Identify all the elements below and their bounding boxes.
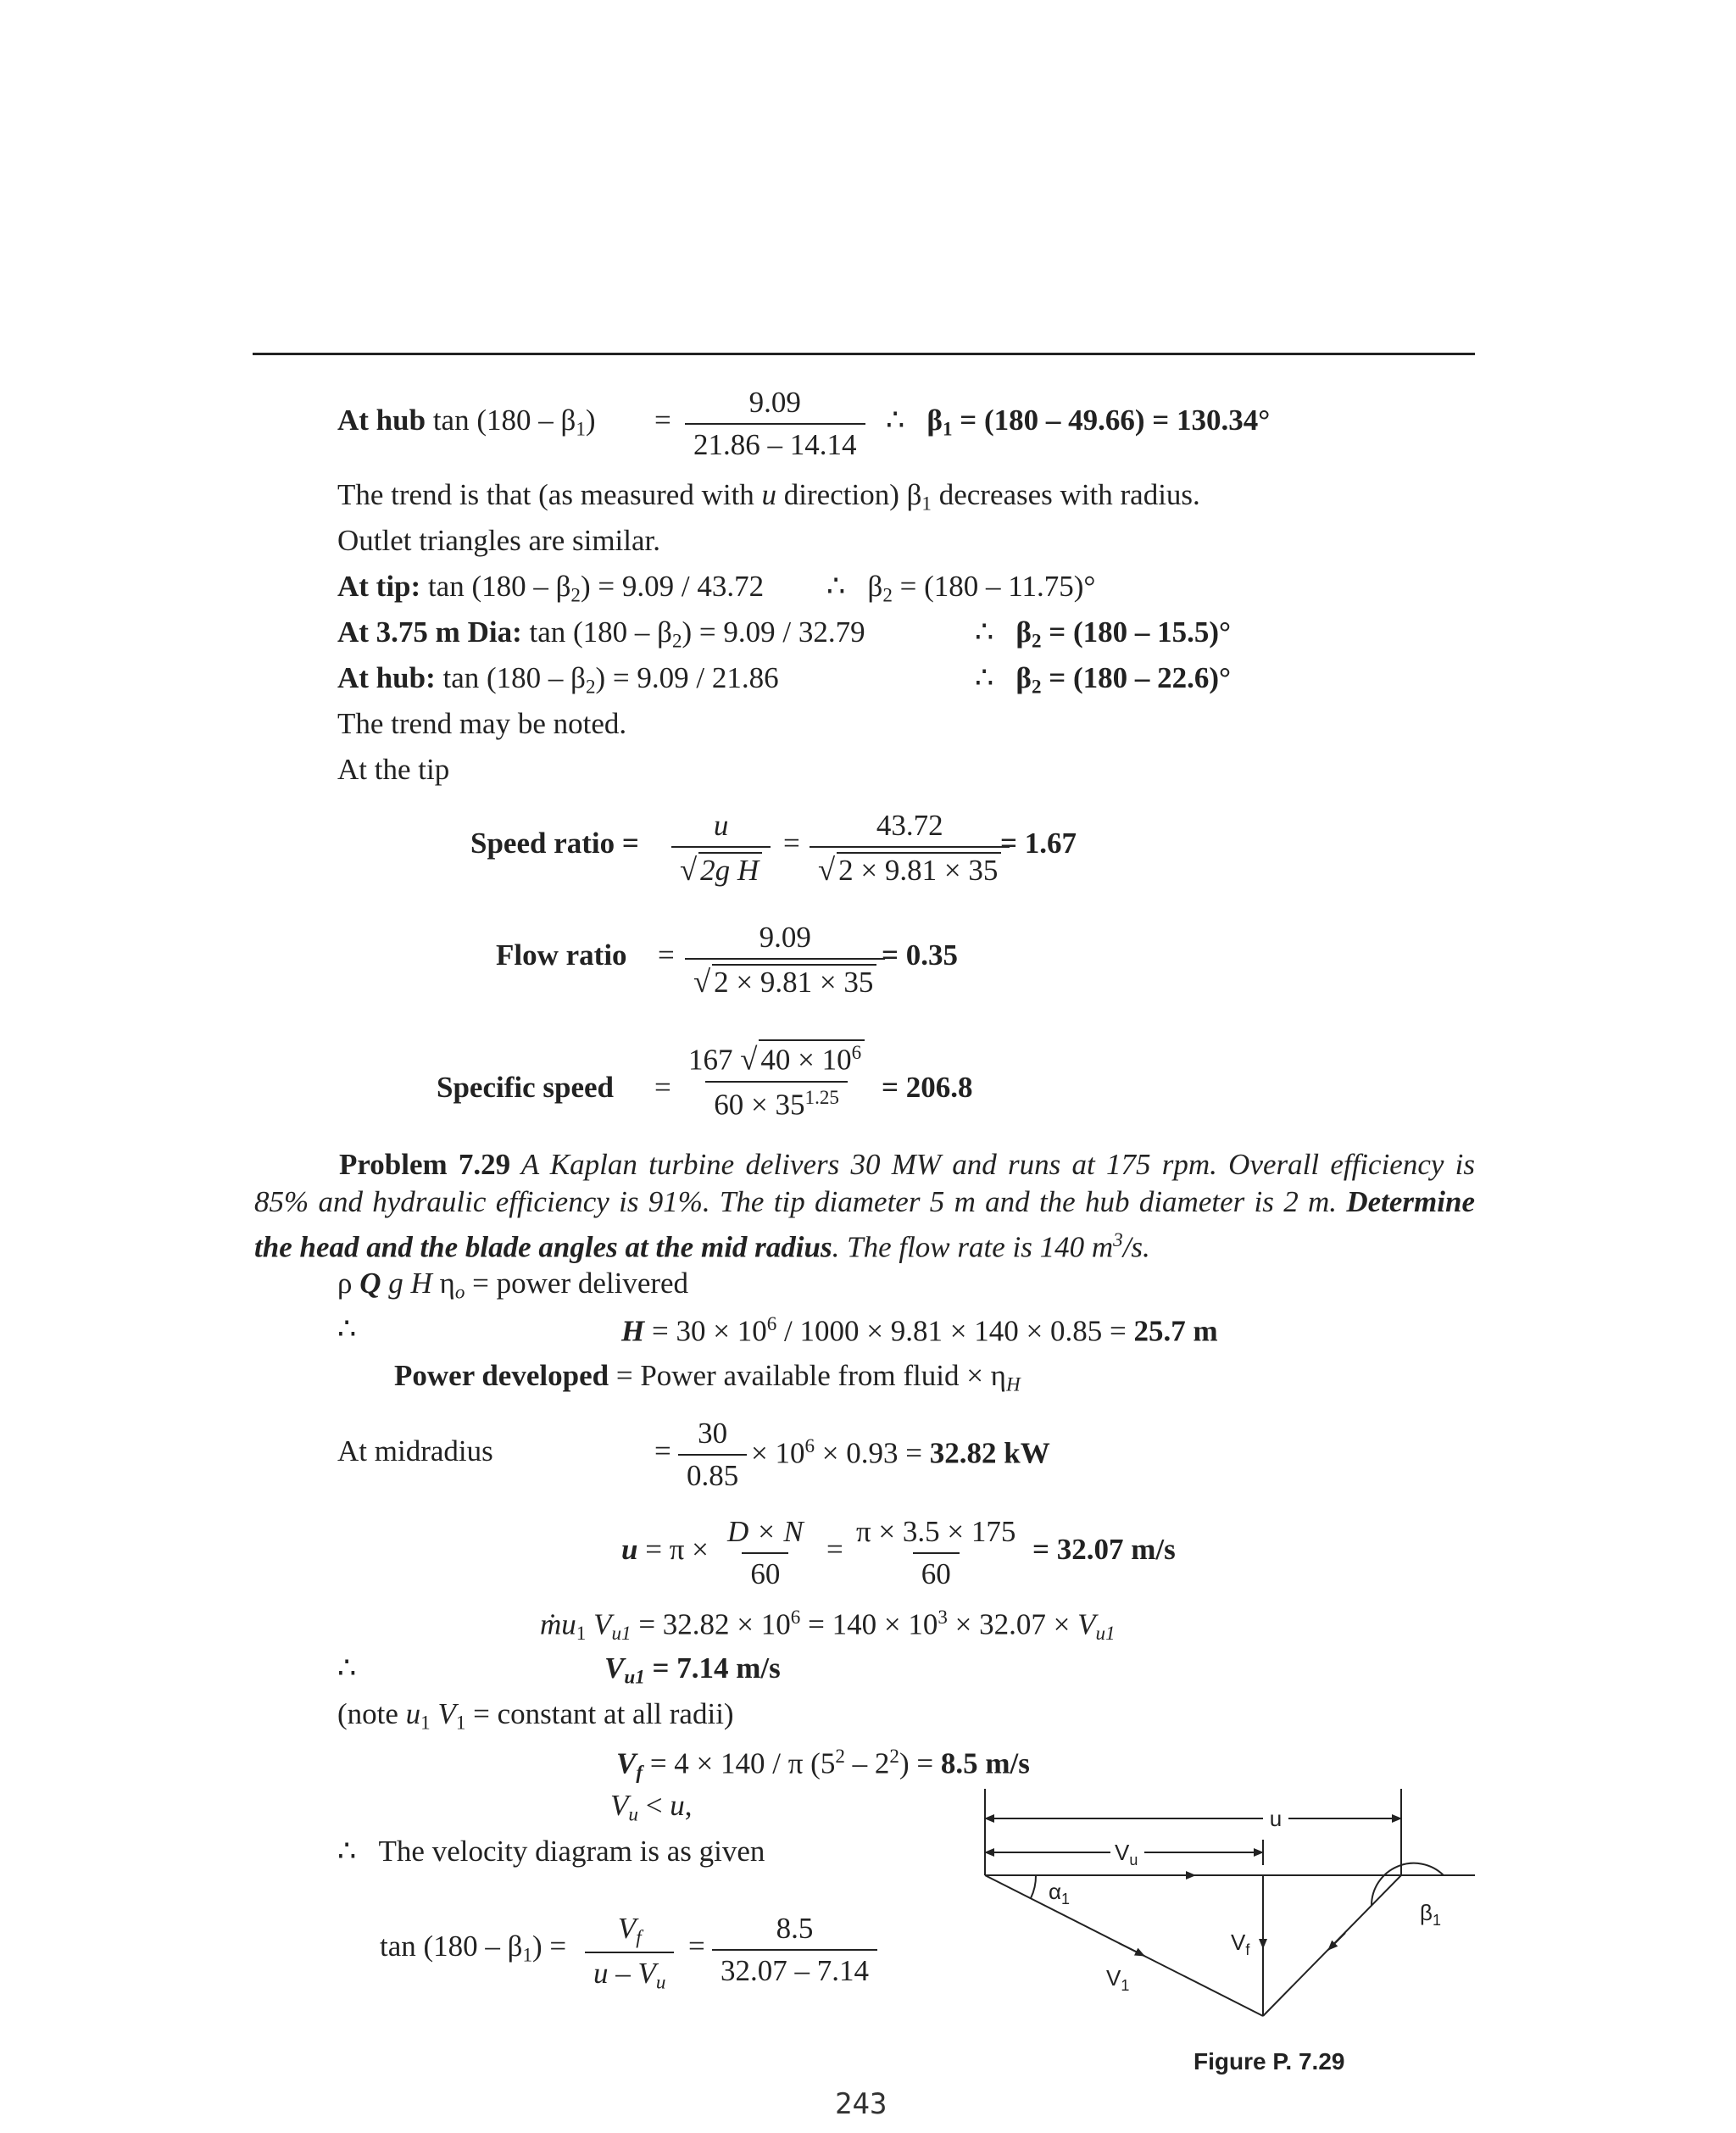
velocity-line: ∴ The velocity diagram is as given bbox=[337, 1835, 765, 1868]
therefore-1: ∴ bbox=[337, 1312, 357, 1345]
midradius-frac: $\frac{30}{0.85}$ bbox=[678, 1417, 747, 1493]
alpha-label: $\alpha_1$ bbox=[1049, 1879, 1071, 1907]
specific-speed-eq: = bbox=[654, 1071, 671, 1104]
tan-frac2: $\frac{8.5}{32.07 - 7.14}$ bbox=[712, 1912, 877, 1988]
power-line: ρ Q g H $\eta_o$ = power delivered bbox=[337, 1267, 689, 1303]
speed-ratio-label: Speed ratio = bbox=[470, 827, 639, 860]
v1-label: $V_1$ bbox=[1106, 1965, 1130, 1994]
vu1-line: $V_{u1} = 7.14$ m/s bbox=[604, 1651, 781, 1688]
speed-ratio-frac1: $\frac{u}{\text{√ 2g H}}$ bbox=[671, 809, 771, 888]
velocity-diagram bbox=[966, 1772, 1492, 2094]
page-number: 243 bbox=[835, 2087, 887, 2121]
mass-line: ṁu$_1$ $V_{u1} = 32.82 \times 10^6 = 140 \times 10^3 \times 32.07 \times V_{u1}$ bbox=[540, 1606, 1116, 1645]
hub2-line: At hub: $\tan (180 - \beta_2) = 9.09 / 21.86$ bbox=[337, 661, 779, 698]
midradius-result: × $10^6 \times 0.93 = 32.82$ kW bbox=[751, 1434, 1050, 1470]
header-rule bbox=[253, 353, 1475, 355]
vu-label: $V_u$ bbox=[1115, 1840, 1138, 1868]
specific-speed-frac: $\frac{167 √ 40 \times 10^6}{60 \times 35^{1.25}}$ bbox=[680, 1039, 873, 1122]
beta-arc bbox=[1372, 1863, 1444, 1906]
note-line: (note $u_1$ $V_1$ = constant at all radii) bbox=[337, 1697, 734, 1734]
tan-line-start: $\tan (180 - \beta_1)$ = bbox=[380, 1930, 567, 1966]
flow-ratio-result: = 0.35 bbox=[882, 938, 958, 972]
flow-ratio-frac: $\frac{9.09}{√ 2 \times 9.81 \times 35}$ bbox=[685, 921, 885, 1000]
u-result: = 32.07 m/s bbox=[1032, 1533, 1176, 1566]
power-developed-line: Power developed = Power available from fluid × $\eta_H$ bbox=[394, 1359, 1021, 1395]
specific-speed-label: Specific speed bbox=[437, 1071, 615, 1104]
head-line: $H = 30 \times 10^6 / 1000 \times 9.81 \times 140 \times 0.85 = 25.7$ m bbox=[621, 1312, 1218, 1348]
hub-fraction: $\frac{9.09}{21.86 - 14.14}$ bbox=[685, 386, 865, 462]
speed-ratio-eq: = bbox=[783, 827, 800, 860]
u-eq: = bbox=[826, 1533, 843, 1566]
u-line-start: u = π × bbox=[621, 1533, 709, 1566]
u-label: u bbox=[1269, 1806, 1283, 1831]
speed-ratio-frac2: $\frac{43.72}{√ 2 \times 9.81 \times 35}$ bbox=[810, 809, 1010, 888]
vu-line: $V_u < u$, bbox=[610, 1789, 693, 1825]
u-frac2: $\frac{\pi \times 3.5 \times 175}{60}$ bbox=[856, 1515, 1016, 1590]
hub-result: ∴ $\beta_1 = (180 - 49.66) = 130.34^\circ$ bbox=[886, 404, 1271, 440]
beta-label: $\beta_1$ bbox=[1420, 1900, 1441, 1929]
therefore-2: ∴ bbox=[337, 1651, 357, 1685]
alpha-arc bbox=[1031, 1875, 1036, 1898]
flow-ratio-eq: = bbox=[658, 938, 675, 972]
outlet-line: Outlet triangles are similar. bbox=[337, 524, 661, 557]
hub-eq: = bbox=[654, 404, 671, 437]
flow-ratio-label: Flow ratio bbox=[496, 938, 627, 972]
speed-ratio-result: = 1.67 bbox=[1000, 827, 1077, 860]
trend-noted: The trend may be noted. bbox=[337, 707, 627, 740]
midradius-label: At midradius bbox=[337, 1434, 493, 1467]
v1-arrow bbox=[1119, 1943, 1144, 1956]
hub-label: At hub bbox=[337, 404, 426, 437]
specific-speed-result: = 206.8 bbox=[882, 1071, 973, 1104]
hub2-result: ∴ $\beta_2 = (180 - 22.6)^\circ$ bbox=[975, 661, 1232, 698]
dia-line: At 3.75 m Dia: $\tan (180 - \beta_2) = 9.09 / 32.79$ bbox=[337, 615, 865, 652]
tan-eq: = bbox=[688, 1930, 705, 1963]
vf-line: $V_f = 4 \times 140 / \pi$ $(5^2 - 2^2) = 8.5$ m/s bbox=[616, 1745, 1030, 1784]
tan-frac1: $\frac{V_f}{u - V_u}$ bbox=[585, 1912, 674, 1994]
hub-angle-line: At hub $\tan (180 - \beta_1)$ bbox=[337, 404, 596, 440]
u-frac1: $\frac{D \times N}{60}$ bbox=[727, 1515, 804, 1590]
tip-result: ∴ $\beta_2 = (180 - 11.75)^\circ$ bbox=[826, 570, 1096, 606]
problem-statement: Problem 7.29 A Kaplan turbine delivers 30 MW and runs at 175 rpm. Overall efficiency is 85% and hydraulic efficiency is 91%. The tip diameter 5 m and the hub diameter is 2 m. Determine the head and the blade angles at the mid radius. The flow rate is 140 $m^3/s$. bbox=[254, 1148, 1475, 1264]
relative-velocity-arrow bbox=[1328, 1933, 1345, 1950]
trend-line: The trend is that (as measured with u direction) $\beta_1$ decreases with radius. bbox=[337, 478, 1200, 515]
figure-caption: Figure P. 7.29 bbox=[1194, 2048, 1345, 2075]
tip-line: At tip: $\tan (180 - \beta_2) = 9.09 / 43.72$ bbox=[337, 570, 765, 606]
vf-label: $V_f$ bbox=[1231, 1930, 1250, 1958]
dia-result: ∴ $\beta_2 = (180 - 15.5)^\circ$ bbox=[975, 615, 1232, 652]
midradius-eq: = bbox=[654, 1434, 671, 1467]
at-the-tip: At the tip bbox=[337, 753, 450, 786]
